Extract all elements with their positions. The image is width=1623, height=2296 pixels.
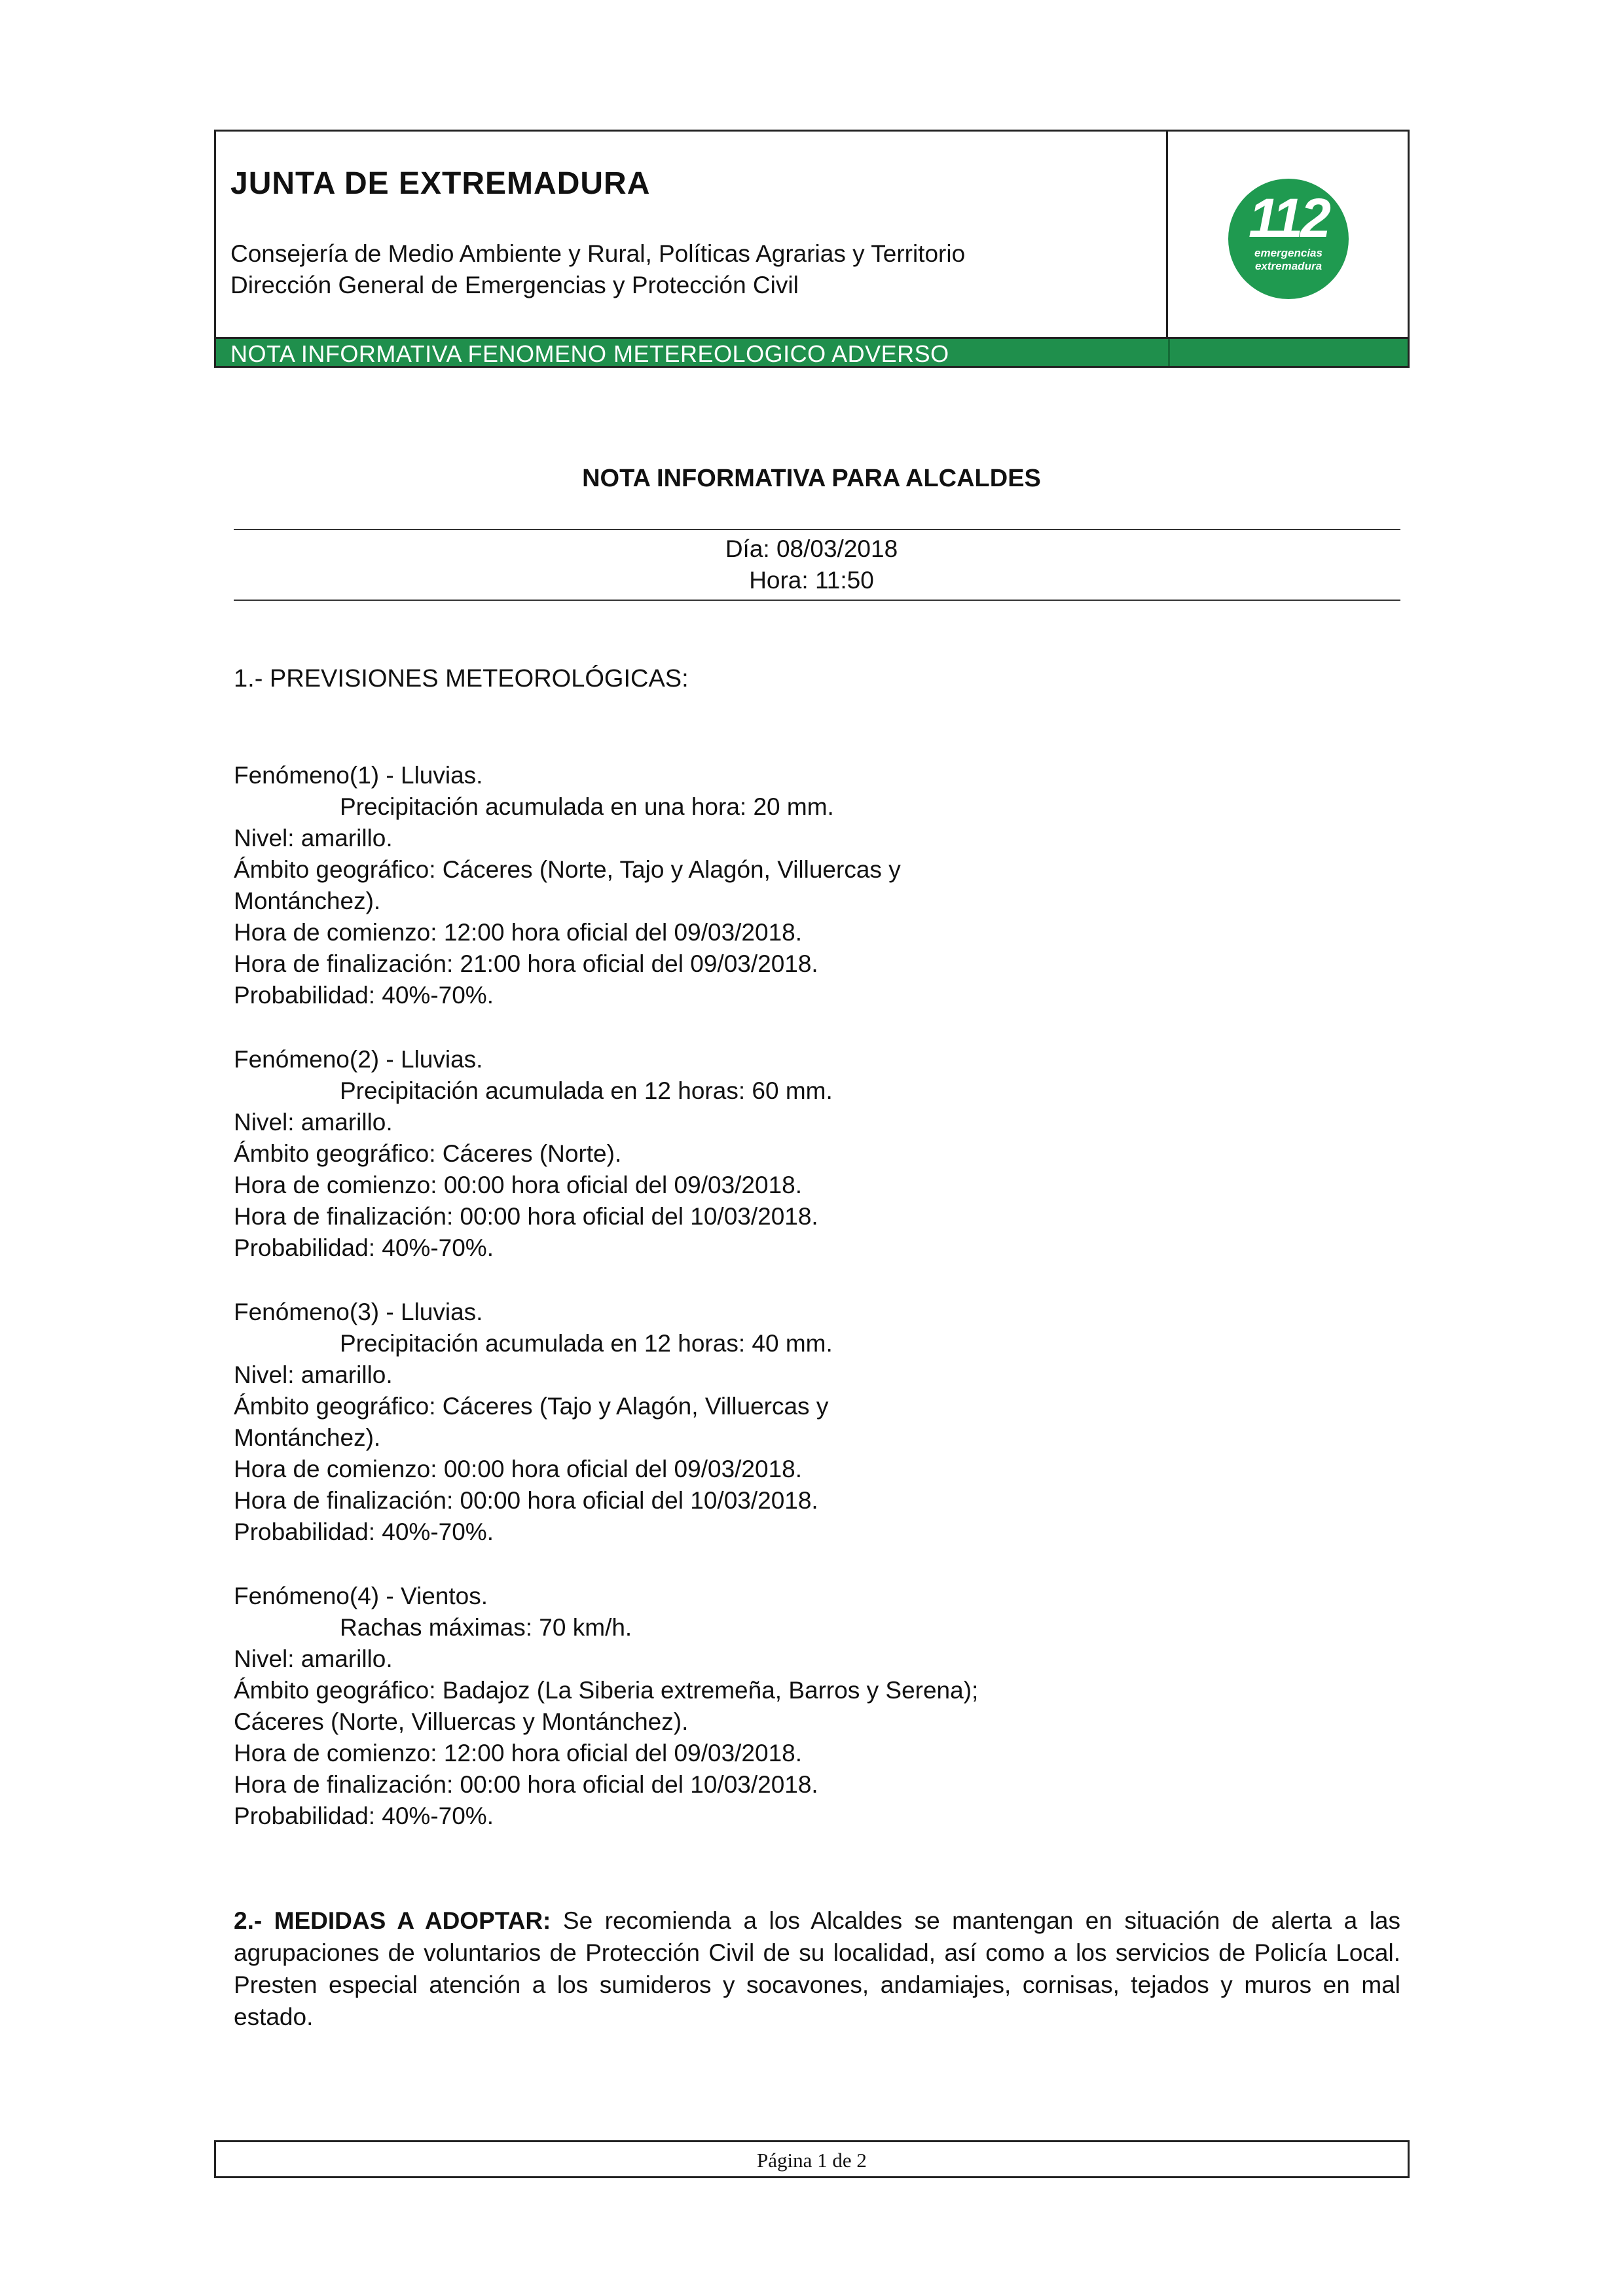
phenomenon-scope-cont: Montánchez). [234, 888, 381, 914]
phenomenon-scope: Ámbito geográfico: Cáceres (Norte, Tajo y Alagón, Villuercas y [234, 856, 901, 883]
phenomenon-start: Hora de comienzo: 00:00 hora oficial del 09/03/2018. [234, 1456, 803, 1482]
logo-line1: emergencias [1254, 247, 1322, 259]
measures-text: Se recomienda a los Alcaldes se mantengan en situación de alerta a las agrupaciones de voluntarios de Protección Civil de su localidad, así como a los servicios de Policía Local. Presten especial atención a los sumideros y socavones, andamiajes, cornisas, tejados y muros en mal estado. [234, 1907, 1401, 2030]
document-header [214, 130, 1410, 368]
measures-heading: 2.- MEDIDAS A ADOPTAR: [234, 1907, 551, 1934]
phenomenon-detail: Precipitación acumulada en una hora: 20 mm. [340, 793, 834, 820]
phenomenon-scope-cont: Cáceres (Norte, Villuercas y Montánchez). [234, 1708, 689, 1735]
page-footer [214, 2140, 1410, 2178]
phenomenon-title: Fenómeno(4) - Vientos. [234, 1583, 488, 1609]
phenomenon-probability: Probabilidad: 40%-70%. [234, 1518, 494, 1545]
document-time: Hora: 11:50 [749, 567, 874, 594]
phenomenon-probability: Probabilidad: 40%-70%. [234, 1234, 494, 1261]
phenomenon-probability: Probabilidad: 40%-70%. [234, 982, 494, 1009]
header-logo-panel [1168, 132, 1408, 337]
phenomenon-start: Hora de comienzo: 12:00 hora oficial del 09/03/2018. [234, 1740, 803, 1767]
document-title: NOTA INFORMATIVA PARA ALCALDES [582, 465, 1041, 492]
phenomenon-probability: Probabilidad: 40%-70%. [234, 1803, 494, 1829]
phenomenon-title: Fenómeno(3) - Lluvias. [234, 1299, 483, 1325]
phenomenon-detail: Rachas máximas: 70 km/h. [340, 1614, 632, 1641]
phenomenon-end: Hora de finalización: 00:00 hora oficial del 10/03/2018. [234, 1487, 818, 1514]
divider-bottom [234, 600, 1400, 601]
phenomenon-level: Nivel: amarillo. [234, 1645, 393, 1672]
document-day: Día: 08/03/2018 [725, 535, 898, 562]
phenomenon-detail: Precipitación acumulada en 12 horas: 40 mm. [340, 1330, 833, 1357]
banner-divider [1168, 339, 1170, 366]
phenomenon-scope: Ámbito geográfico: Badajoz (La Siberia extremeña, Barros y Serena); [234, 1677, 979, 1704]
directorate-name: Dirección General de Emergencias y Protección Civil [230, 272, 799, 298]
phenomenon-end: Hora de finalización: 00:00 hora oficial del 10/03/2018. [234, 1203, 818, 1230]
phenomenon-title: Fenómeno(1) - Lluvias. [234, 762, 483, 789]
logo-number: 112 [1249, 187, 1328, 249]
department-name: Consejería de Medio Ambiente y Rural, Políticas Agrarias y Territorio [230, 240, 966, 267]
emergency-112-logo [1228, 179, 1349, 299]
phenomenon-start: Hora de comienzo: 12:00 hora oficial del 09/03/2018. [234, 919, 803, 946]
phenomenon-title: Fenómeno(2) - Lluvias. [234, 1046, 483, 1073]
phenomenon-start: Hora de comienzo: 00:00 hora oficial del 09/03/2018. [234, 1172, 803, 1198]
organization-title: JUNTA DE EXTREMADURA [230, 166, 651, 201]
phenomenon-level: Nivel: amarillo. [234, 1109, 393, 1136]
logo-line2: extremadura [1254, 260, 1322, 272]
banner-text: NOTA INFORMATIVA FENOMENO METEREOLOGICO ADVERSO [230, 340, 949, 367]
banner-bar [216, 337, 1408, 366]
phenomenon-end: Hora de finalización: 21:00 hora oficial del 09/03/2018. [234, 950, 818, 977]
page-number: Página 1 de 2 [757, 2149, 867, 2172]
forecast-heading: 1.- PREVISIONES METEOROLÓGICAS: [234, 665, 689, 692]
header-text-panel [216, 132, 1168, 337]
phenomenon-scope: Ámbito geográfico: Cáceres (Tajo y Alagón, Villuercas y [234, 1393, 829, 1420]
phenomenon-detail: Precipitación acumulada en 12 horas: 60 mm. [340, 1077, 833, 1104]
divider-top [234, 529, 1400, 530]
phenomenon-scope: Ámbito geográfico: Cáceres (Norte). [234, 1140, 622, 1167]
phenomenon-end: Hora de finalización: 00:00 hora oficial del 10/03/2018. [234, 1771, 818, 1798]
phenomenon-level: Nivel: amarillo. [234, 825, 393, 852]
phenomenon-level: Nivel: amarillo. [234, 1361, 393, 1388]
measures-paragraph [234, 1905, 1400, 2033]
phenomenon-scope-cont: Montánchez). [234, 1424, 381, 1451]
